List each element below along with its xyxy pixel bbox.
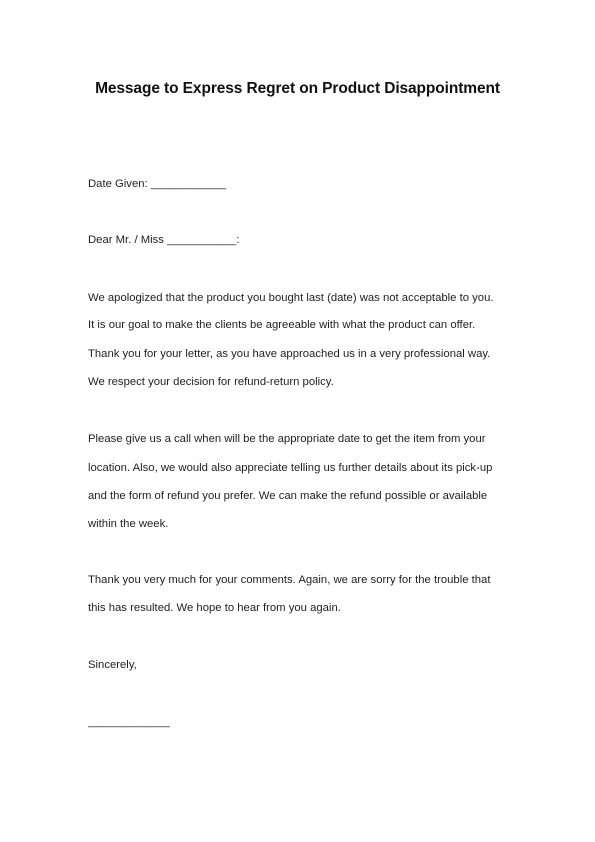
paragraph-1-line-1: We apologized that the product you bought last (date) was not acceptable to you. bbox=[88, 292, 494, 304]
paragraph-2-line-4: within the week. bbox=[88, 518, 169, 530]
paragraph-2-line-2: location. Also, we would also appreciate telling us further details about its pick-up bbox=[88, 462, 493, 474]
paragraph-2-line-1: Please give us a call when will be the appropriate date to get the item from your bbox=[88, 433, 486, 445]
paragraph-1-line-2: It is our goal to make the clients be agreeable with what the product can offer. bbox=[88, 319, 476, 331]
signature-line: _____________ bbox=[88, 716, 170, 728]
closing: Sincerely, bbox=[88, 659, 137, 671]
document-title: Message to Express Regret on Product Disappointment bbox=[95, 80, 500, 97]
paragraph-2-line-3: and the form of refund you prefer. We can make the refund possible or available bbox=[88, 490, 488, 502]
salutation: Dear Mr. / Miss ___________: bbox=[88, 234, 240, 246]
date-line: Date Given: ____________ bbox=[88, 178, 227, 190]
paragraph-1-line-3: Thank you for your letter, as you have approached us in a very professional way. bbox=[88, 348, 491, 360]
paragraph-1-line-4: We respect your decision for refund-return policy. bbox=[88, 376, 334, 388]
paragraph-3-line-1: Thank you very much for your comments. Again, we are sorry for the trouble that bbox=[88, 574, 491, 586]
paragraph-3-line-2: this has resulted. We hope to hear from you again. bbox=[88, 602, 341, 614]
